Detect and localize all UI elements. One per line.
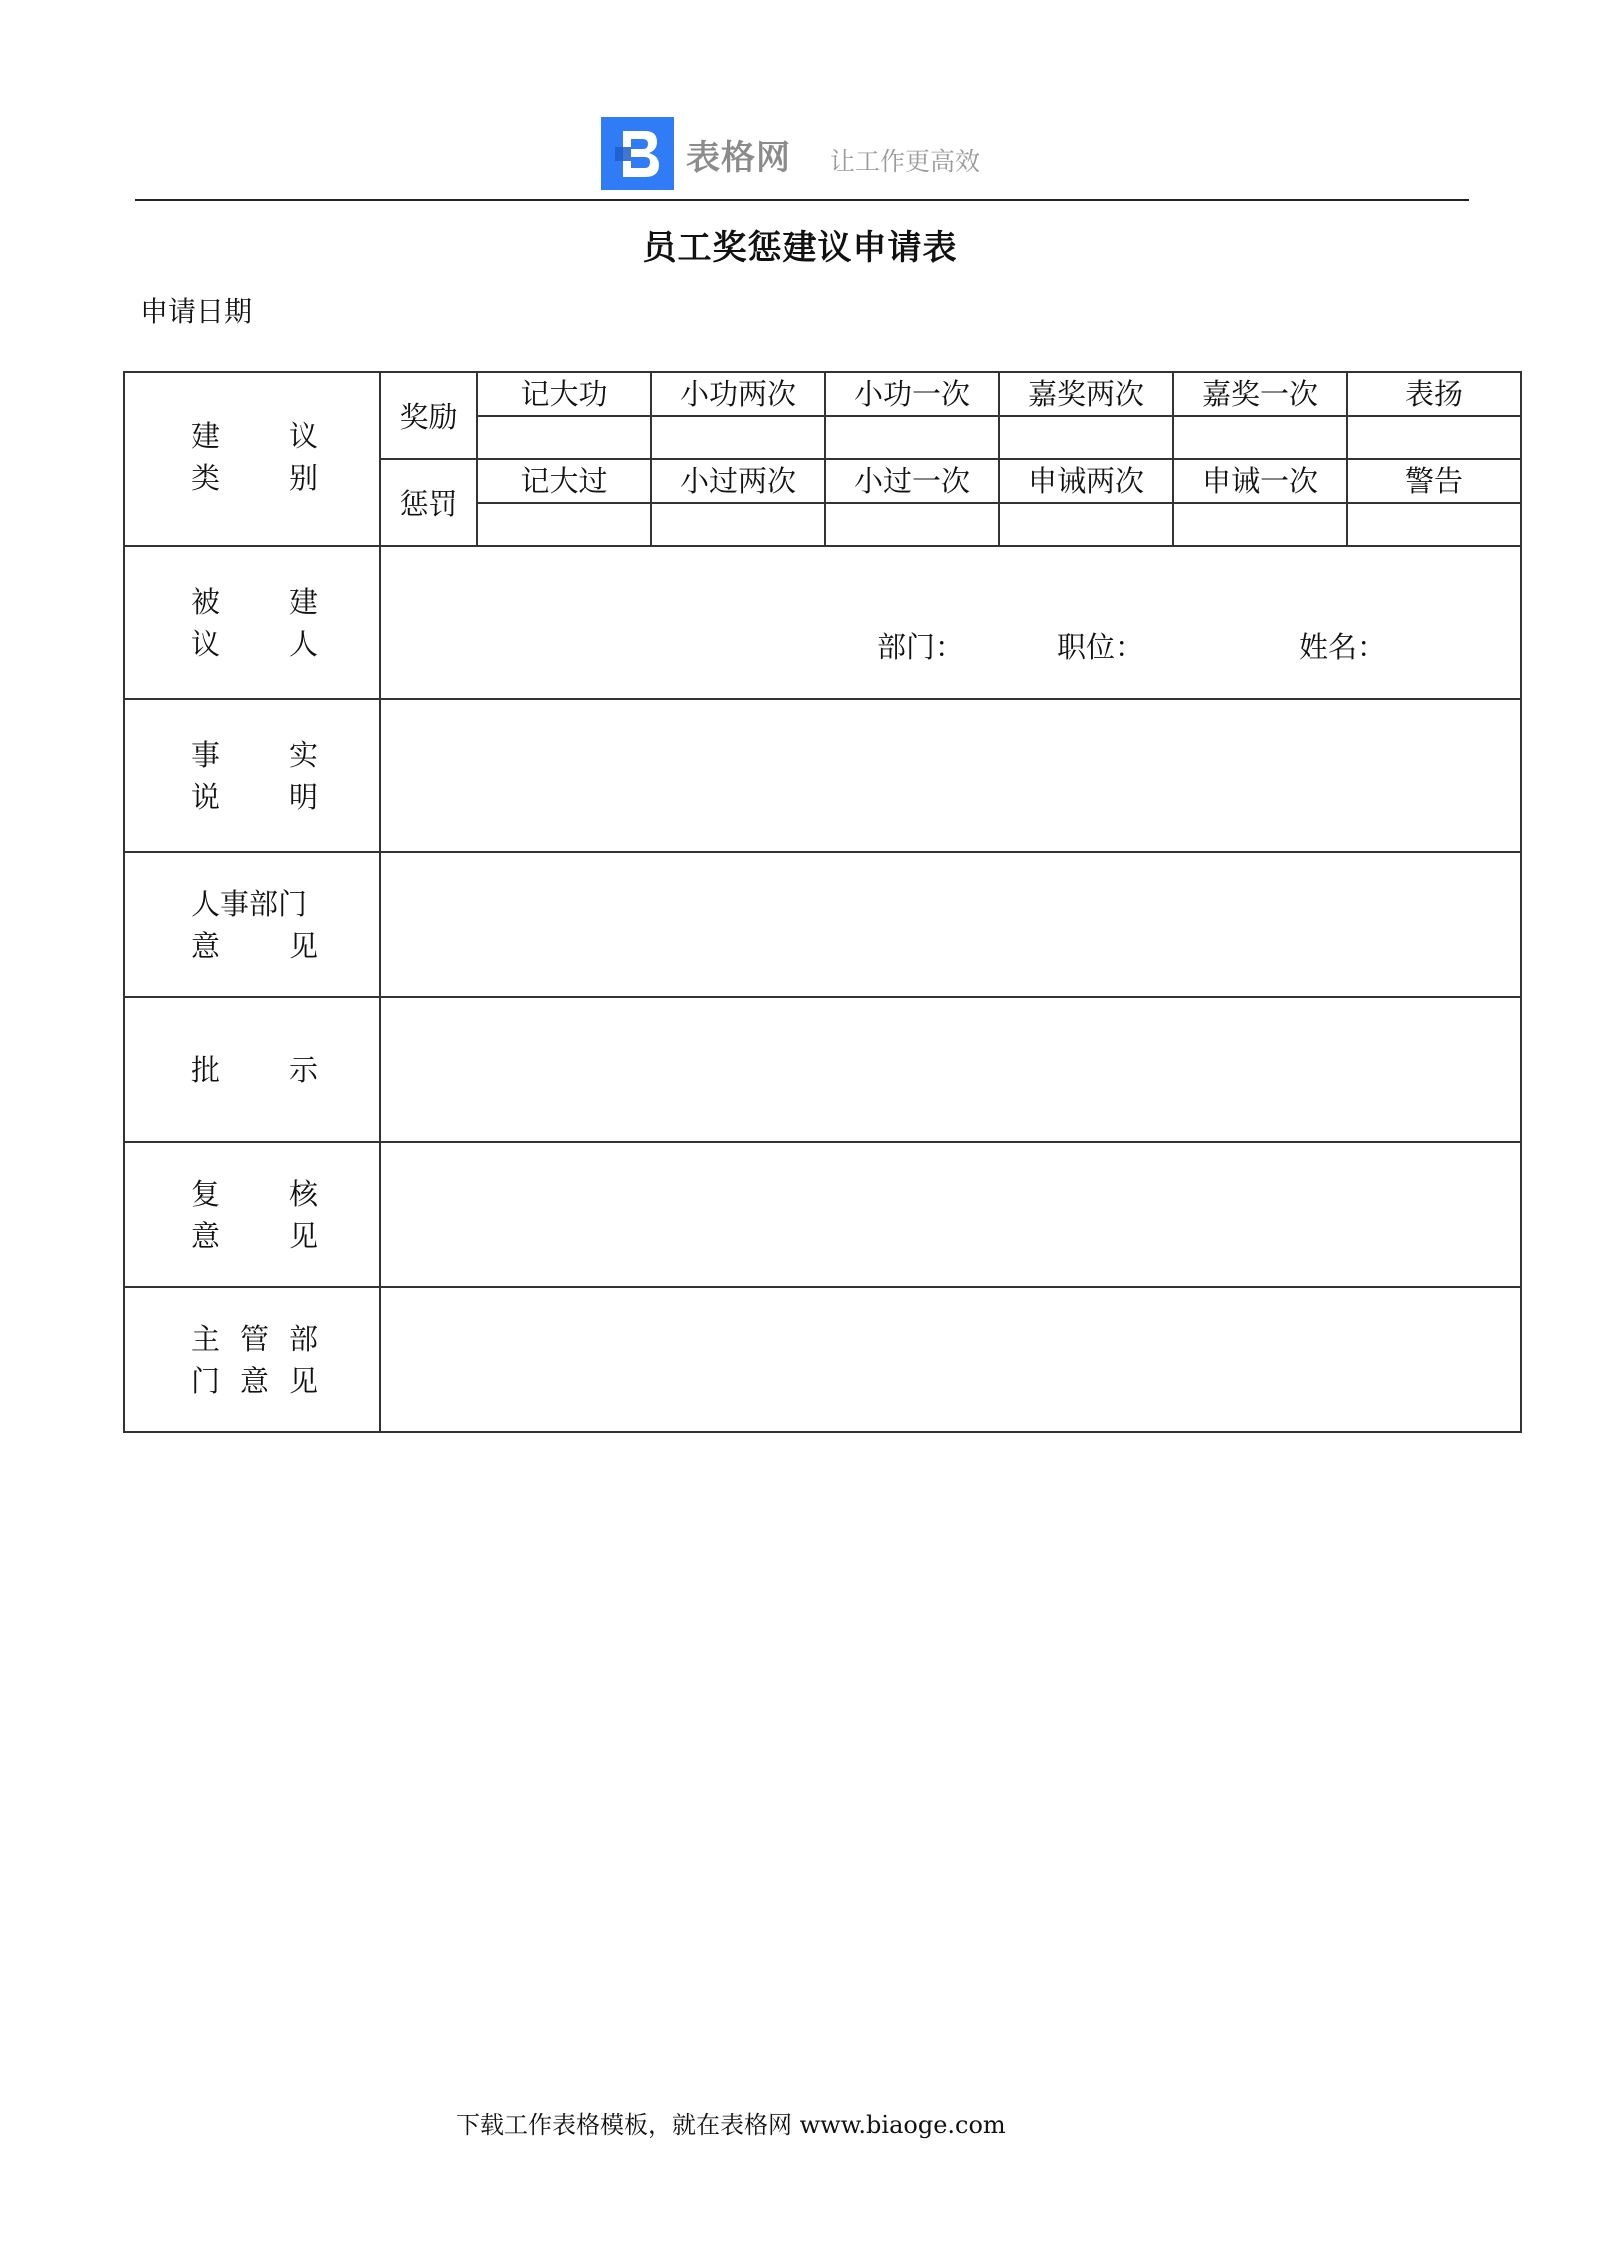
reward-label: 奖励: [380, 372, 477, 459]
reward-option-entry[interactable]: [825, 416, 999, 459]
brand-slogan: 让工作更高效: [830, 147, 981, 176]
suggestion-category-label-cell: [124, 372, 380, 546]
punishment-option-label: 小过两次: [651, 459, 825, 503]
brand-name: 表格网: [686, 138, 791, 178]
reward-option-label: 嘉奖一次: [1173, 372, 1347, 416]
position-label: 职位：: [1057, 630, 1145, 664]
department-label: 部门：: [877, 630, 965, 664]
fact-description-field[interactable]: [380, 699, 1521, 852]
punishment-option-label: 小过一次: [825, 459, 999, 503]
approval-label: 批 示: [191, 1053, 318, 1087]
reward-option-entry[interactable]: [477, 416, 651, 459]
nominee-field[interactable]: [380, 546, 1521, 699]
punishment-option-label: 申诫两次: [999, 459, 1173, 503]
name-label: 姓名：: [1299, 630, 1387, 664]
footer-text: 下载工作表格模板，就在表格网 www.biaoge.com: [456, 2111, 1006, 2139]
punishment-option-entry[interactable]: [651, 503, 825, 546]
supervisor-opinion-label: 主 管 部 门 意 见: [191, 1322, 318, 1398]
nominee-label: 被 建 议 人: [191, 585, 318, 661]
punishment-option-entry[interactable]: [477, 503, 651, 546]
fact-label-cell: [124, 699, 380, 852]
punishment-label: 惩罚: [380, 459, 477, 546]
review-opinion-label-cell: [124, 1142, 380, 1287]
punishment-option-label: 警告: [1347, 459, 1521, 503]
apply-date-label: 申请日期: [140, 295, 253, 328]
page-title: 员工奖惩建议申请表: [642, 228, 958, 268]
header-divider: [135, 199, 1469, 201]
fact-description-label: 事 实 说 明: [191, 738, 318, 814]
reward-option-entry[interactable]: [999, 416, 1173, 459]
reward-option-label: 小功一次: [825, 372, 999, 416]
hr-opinion-label-cell: [124, 852, 380, 997]
hr-opinion-field[interactable]: [380, 852, 1521, 997]
punishment-option-entry[interactable]: [999, 503, 1173, 546]
hr-opinion-label: 人事部门 意 见: [191, 887, 318, 963]
reward-option-label: 小功两次: [651, 372, 825, 416]
punishment-option-entry[interactable]: [1173, 503, 1347, 546]
supervisor-opinion-field[interactable]: [380, 1287, 1521, 1432]
approval-label-cell: [124, 997, 380, 1142]
reward-punishment-form: [123, 371, 1522, 1433]
review-opinion-label: 复 核 意 见: [191, 1177, 318, 1253]
reward-option-entry[interactable]: [1347, 416, 1521, 459]
review-opinion-field[interactable]: [380, 1142, 1521, 1287]
reward-option-label: 嘉奖两次: [999, 372, 1173, 416]
biaoge-logo-icon: [601, 117, 674, 190]
reward-option-label: 记大功: [477, 372, 651, 416]
reward-option-entry[interactable]: [651, 416, 825, 459]
reward-option-entry[interactable]: [1173, 416, 1347, 459]
punishment-option-entry[interactable]: [825, 503, 999, 546]
suggestion-category-label: 建 议 类 别: [191, 419, 318, 495]
punishment-option-label: 申诫一次: [1173, 459, 1347, 503]
punishment-option-entry[interactable]: [1347, 503, 1521, 546]
approval-field[interactable]: [380, 997, 1521, 1142]
nominee-label-cell: [124, 546, 380, 699]
supervisor-opinion-label-cell: [124, 1287, 380, 1432]
reward-option-label: 表扬: [1347, 372, 1521, 416]
punishment-option-label: 记大过: [477, 459, 651, 503]
